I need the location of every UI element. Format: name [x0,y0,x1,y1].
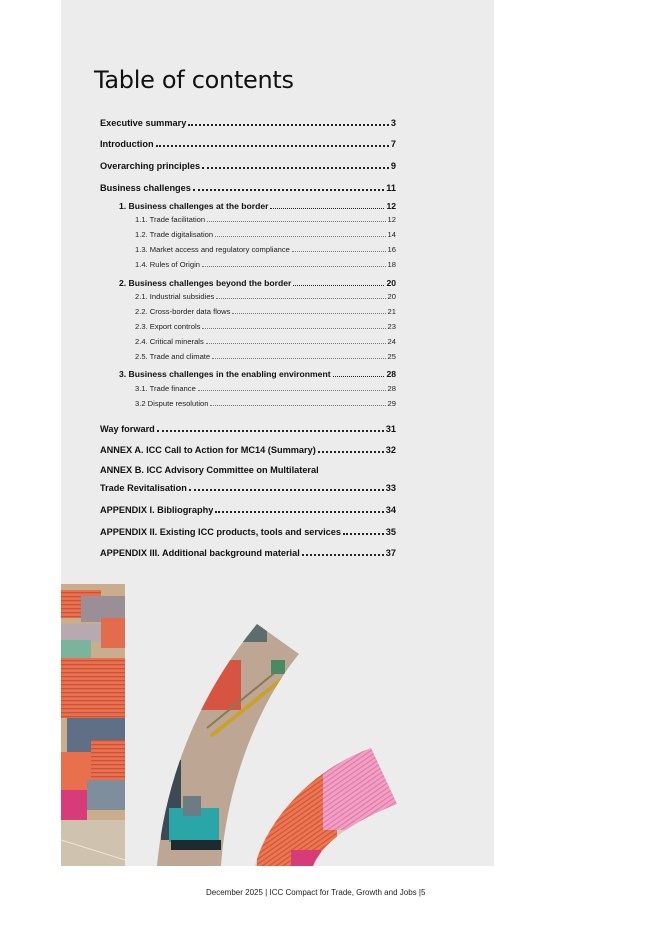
footer-date: December 2025 [206,888,263,897]
toc-entry-executive-summary[interactable]: Executive summary 3 [100,117,396,128]
footer-separator: | [418,888,421,897]
footer-separator: | [265,888,268,897]
toc-entry-trade-digitalisation[interactable]: 1.2. Trade digitalisation 14 [135,230,396,239]
toc-entry-enabling-environment[interactable]: 3. Business challenges in the enabling environment 28 [119,369,396,379]
footer-page-number: 5 [420,888,426,897]
toc-entry-export-controls[interactable]: 2.3. Export controls 23 [135,322,396,331]
toc-entry-way-forward[interactable]: Way forward 31 [100,423,396,434]
page-title: Table of contents [94,66,294,94]
toc-entry-appendix-i[interactable]: APPENDIX I. Bibliography 34 [100,504,396,515]
toc-entry-business-challenges[interactable]: Business challenges 11 [100,182,396,193]
toc-entry-overarching-principles[interactable]: Overarching principles 9 [100,160,396,171]
toc-entry-cross-border-data[interactable]: 2.2. Cross-border data flows 21 [135,307,396,316]
container-stack-image [61,584,125,866]
decorative-port-image [61,0,494,866]
toc-entry-critical-minerals[interactable]: 2.4. Critical minerals 24 [135,337,396,346]
toc-entry-annex-a[interactable]: ANNEX A. ICC Call to Action for MC14 (Summary) 32 [100,444,396,455]
toc-entry-introduction[interactable]: Introduction 7 [100,138,396,149]
footer-document-title: ICC Compact for Trade, Growth and Jobs [269,888,417,897]
toc-entry-trade-finance[interactable]: 3.1. Trade finance 28 [135,384,396,393]
page-panel [61,0,494,866]
toc-entry-annex-b[interactable]: Trade Revitalisation 33 [100,482,396,493]
toc-entry-rules-of-origin[interactable]: 1.4. Rules of Origin 18 [135,260,396,269]
toc-entry-appendix-ii[interactable]: APPENDIX II. Existing ICC products, tools and services 35 [100,526,396,537]
toc-entry-trade-and-climate[interactable]: 2.5. Trade and climate 25 [135,352,396,361]
container-ship-image [251,740,403,866]
toc-entry-industrial-subsidies[interactable]: 2.1. Industrial subsidies 20 [135,292,396,301]
toc-entry-appendix-iii[interactable]: APPENDIX III. Additional background material 37 [100,547,396,558]
toc-entry-annex-b-line1[interactable]: ANNEX B. ICC Advisory Committee on Multilateral [100,465,319,475]
toc-entry-challenges-at-border[interactable]: 1. Business challenges at the border 12 [119,201,396,211]
toc-entry-challenges-beyond-border[interactable]: 2. Business challenges beyond the border 20 [119,278,396,288]
toc-entry-market-access[interactable]: 1.3. Market access and regulatory compliance 16 [135,245,396,254]
page-footer [206,888,425,897]
toc-entry-dispute-resolution[interactable]: 3.2 Dispute resolution 29 [135,399,396,408]
toc-entry-trade-facilitation[interactable]: 1.1. Trade facilitation 12 [135,215,396,224]
